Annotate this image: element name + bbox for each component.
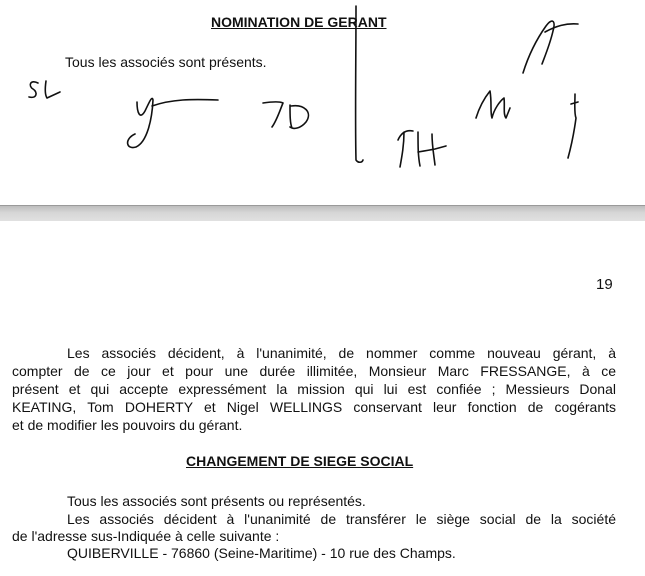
section-title-nomination: NOMINATION DE GERANT bbox=[211, 14, 387, 30]
paragraph-line: et de modifier les pouvoirs du gérant. bbox=[12, 417, 243, 433]
signature-1 bbox=[128, 98, 218, 147]
signature-th bbox=[398, 131, 446, 167]
page-separator bbox=[0, 205, 645, 222]
handwritten-signatures bbox=[0, 0, 645, 205]
paragraph-line: Les associés décident, à l'unanimité, de nommer comme nouveau gérant, à bbox=[67, 345, 616, 361]
paragraph-line: compter de ce jour et pour une durée illimitée, Monsieur Marc FRESSANGE, à ce bbox=[12, 363, 616, 379]
page-number: 19 bbox=[596, 276, 613, 293]
paragraph-line: Tous les associés sont présents ou représentés. bbox=[67, 493, 366, 509]
paragraph-line: présent et qui accepte expressément la mission qui lui est confiée ; Messieurs Donal bbox=[12, 381, 616, 397]
signature-top-right bbox=[523, 21, 578, 73]
signature-jd bbox=[263, 102, 308, 129]
address-line: QUIBERVILLE - 76860 (Seine-Maritime) - 10 rue des Champs. bbox=[67, 545, 456, 561]
signature-sl bbox=[29, 81, 60, 98]
paragraph-line: Les associés décident à l'unanimité de transférer le siège social de la société bbox=[67, 511, 616, 527]
document-page-bottom bbox=[0, 221, 645, 576]
signature-scribble bbox=[476, 91, 510, 118]
paragraph-line: KEATING, Tom DOHERTY et Nigel WELLINGS conservant leur fonction de cogérants bbox=[12, 399, 616, 415]
document-page-top bbox=[0, 0, 645, 205]
signature-right bbox=[568, 94, 578, 158]
attendance-line: Tous les associés sont présents. bbox=[65, 54, 267, 70]
section-title-siege: CHANGEMENT DE SIEGE SOCIAL bbox=[186, 453, 414, 469]
paragraph-line: de l'adresse sus-Indiquée à celle suivante : bbox=[12, 528, 280, 544]
